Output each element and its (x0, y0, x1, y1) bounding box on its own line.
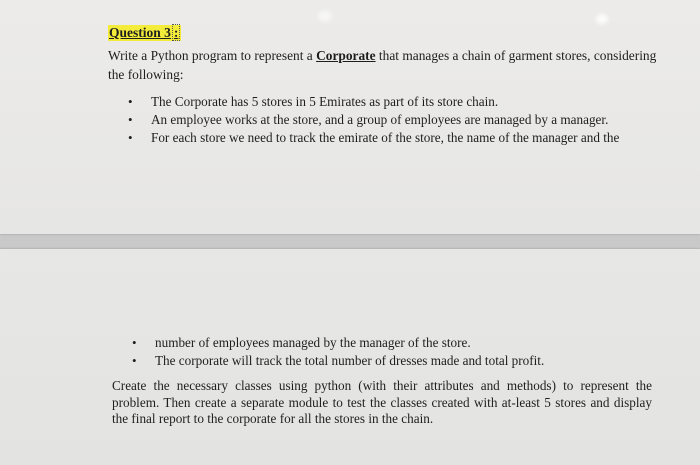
light-glare (596, 14, 608, 24)
requirements-list-bottom (132, 334, 544, 370)
list-item: • The corporate will track the total number of dresses made and total profit. (132, 353, 545, 368)
list-item: • An employee works at the store, and a group of employees are managed by a manager. (128, 112, 609, 127)
intro-text-after: that manages a chain of garment stores, considering the following: (108, 48, 657, 82)
light-glare (318, 10, 332, 22)
bullet-icon: • (132, 353, 137, 368)
bullet-icon: • (128, 130, 133, 145)
question-heading (108, 25, 181, 41)
bullet-icon: • (132, 335, 137, 350)
intro-emphasis: Corporate (316, 48, 376, 63)
list-item: • The Corporate has 5 stores in 5 Emirates as part of its store chain. (128, 94, 499, 109)
list-item: • For each store we need to track the emirate of the store, the name of the manager and the (128, 130, 620, 145)
question-intro (108, 46, 668, 84)
question-label: Question 3 (109, 25, 171, 40)
requirements-list-top (128, 93, 619, 147)
list-item: • number of employees managed by the manager of the store. (132, 335, 471, 350)
closing-paragraph: Create the necessary classes using python (with their attributes and methods) to represent the problem. Then create a separate module to test the classes created with at-least 5 stores and display the final report to the corporate for all the stores in the chain. (112, 378, 652, 426)
question-colon: : (173, 25, 179, 40)
bullet-icon: • (128, 94, 133, 109)
bullet-icon: • (128, 112, 133, 127)
intro-text-before: Write a Python program to represent a (108, 48, 317, 63)
